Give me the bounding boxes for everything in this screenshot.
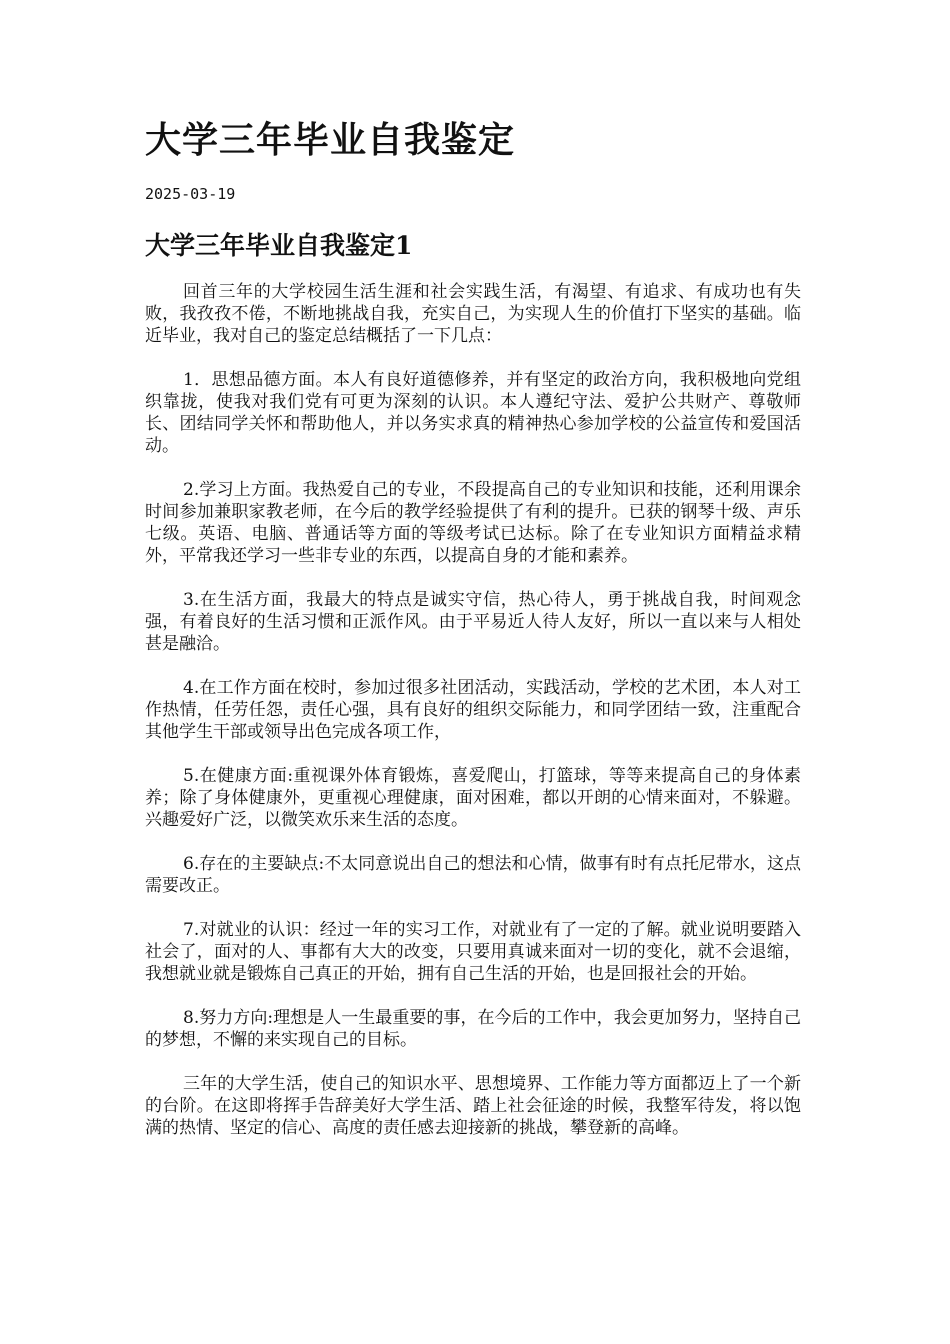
paragraph-life: 3.在生活方面，我最大的特点是诚实守信，热心待人，勇于挑战自我，时间观念强，有着良好的生活习惯和正派作风。由于平易近人待人友好，所以一直以来与人相处甚是融洽。 <box>145 590 801 654</box>
document-title: 大学三年毕业自我鉴定 <box>145 119 516 161</box>
document-date: 2025-03-19 <box>145 185 236 203</box>
paragraph-work: 4.在工作方面在校时，参加过很多社团活动，实践活动，学校的艺术团，本人对工作热情，任劳任怨，责任心强，具有良好的组织交际能力，和同学团结一致，注重配合其他学生干部或领导出色完成各项工作， <box>145 678 801 742</box>
paragraph-shortcomings: 6.存在的主要缺点:不太同意说出自己的想法和心情，做事有时有点托尼带水，这点需要改正。 <box>145 854 801 896</box>
paragraph-employment: 7.对就业的认识：经过一年的实习工作，对就业有了一定的了解。就业说明要踏入社会了，面对的人、事都有大大的改变，只要用真诚来面对一切的变化，就不会退缩，我想就业就是锻炼自己真正的开始，拥有自己生活的开始，也是回报社会的开始。 <box>145 920 801 984</box>
paragraph-health: 5.在健康方面:重视课外体育锻炼，喜爱爬山，打篮球，等等来提高自己的身体素养；除了身体健康外，更重视心理健康，面对困难，都以开朗的心情来面对，不躲避。兴趣爱好广泛，以微笑欢乐来生活的态度。 <box>145 766 801 830</box>
paragraph-conclusion: 三年的大学生活，使自己的知识水平、思想境界、工作能力等方面都迈上了一个新的台阶。在这即将挥手告辞美好大学生活、踏上社会征途的时候，我整军待发，将以饱满的热情、坚定的信心、高度的责任感去迎接新的挑战，攀登新的高峰。 <box>145 1074 801 1138</box>
paragraph-moral-character: 1．思想品德方面。本人有良好道德修养，并有坚定的政治方向，我积极地向党组织靠拢，使我对我们党有可更为深刻的认识。本人遵纪守法、爱护公共财产、尊敬师长、团结同学关怀和帮助他人，并以务实求真的精神热心参加学校的公益宣传和爱国活动。 <box>145 370 801 456</box>
document-body <box>145 281 801 1161</box>
paragraph-direction: 8.努力方向:理想是人一生最重要的事，在今后的工作中，我会更加努力，坚持自己的梦想，不懈的来实现自己的目标。 <box>145 1008 801 1050</box>
section-title: 大学三年毕业自我鉴定1 <box>145 231 413 260</box>
paragraph-intro: 回首三年的大学校园生活生涯和社会实践生活，有渴望、有追求、有成功也有失败，我孜孜不倦，不断地挑战自我，充实自己，为实现人生的价值打下坚实的基础。临近毕业，我对自己的鉴定总结概括了一下几点： <box>145 282 801 346</box>
paragraph-study: 2.学习上方面。我热爱自己的专业，不段提高自己的专业知识和技能，还利用课余时间参加兼职家教老师，在今后的教学经验提供了有利的提升。已获的钢琴十级、声乐七级。英语、电脑、普通话等方面的等级考试已达标。除了在专业知识方面精益求精外，平常我还学习一些非专业的东西，以提高自身的才能和素养。 <box>145 480 801 566</box>
